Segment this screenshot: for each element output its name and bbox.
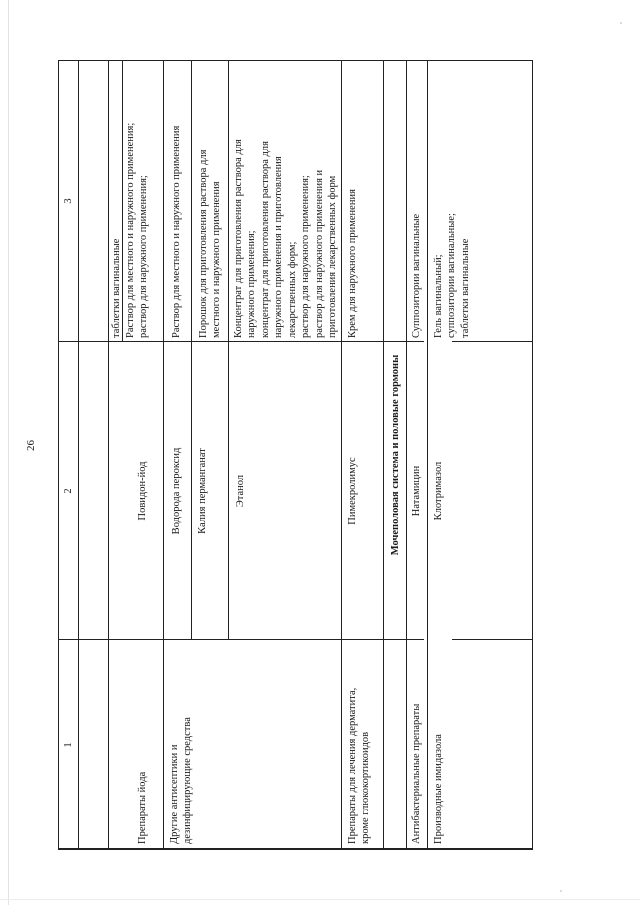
dosage-forms: Гель вагинальный; суппозитории вагинальные; таблетки вагинальные <box>433 213 471 338</box>
header-row-line <box>78 60 79 850</box>
dosage-forms: Раствор для местного и наружного применения; раствор для наружного применения; <box>125 122 150 338</box>
row-line <box>383 60 384 850</box>
column-divider <box>452 341 533 342</box>
table-border <box>58 848 533 849</box>
dosage-form: Суппозитории вагинальные <box>411 213 422 338</box>
drug-name: Натамицин <box>411 465 422 517</box>
table-border <box>58 60 59 850</box>
group-label: Препараты для лечения дерматита, кроме глюкокортикоидов <box>347 687 372 844</box>
drug-name: Клотримазол <box>433 461 444 521</box>
header-gap-line <box>108 60 109 850</box>
dosage-form: Раствор для местного и наружного применения <box>171 125 182 338</box>
scan-speck <box>560 890 562 892</box>
drug-name: Повидон-йод <box>137 461 148 521</box>
row-line <box>191 60 192 640</box>
drug-name: Этанол <box>235 474 246 508</box>
column-divider <box>452 639 533 640</box>
row-line <box>163 60 164 850</box>
row-line <box>341 60 342 850</box>
row-line <box>228 60 229 640</box>
group-label: Другие антисептики и дезинфицирующие средства <box>169 717 194 844</box>
table-border <box>58 60 533 61</box>
row-line <box>406 60 407 850</box>
rotated-table <box>58 60 533 850</box>
dosage-forms: Концентрат для приготовления раствора для наружного применения; концентрат для приготовления раствора для наружного применения и приготовления лекарственных форм; раствор для наружного применения; раствор для наружного применения и приготовления лекарственных форм <box>233 139 339 338</box>
row-line <box>427 60 428 850</box>
drug-name: Водорода пероксид <box>171 447 182 535</box>
column-number-2: 2 <box>63 488 74 494</box>
scan-edge <box>8 0 9 905</box>
table-border <box>58 849 533 850</box>
dosage-form: таблетки вагинальные <box>111 238 122 338</box>
group-label: Препараты йода <box>137 771 148 844</box>
section-heading: Мочеполовая система и половые гормоны <box>390 354 401 556</box>
column-number-3: 3 <box>63 198 74 204</box>
dosage-form: Крем для наружного применения <box>347 189 358 338</box>
scan-speck <box>620 22 622 24</box>
drug-name: Пимекролимус <box>347 457 358 525</box>
group-label: Производные имидазола <box>433 734 444 844</box>
table-border <box>532 60 533 850</box>
drug-name: Калия перманганат <box>197 448 208 534</box>
page-number: 26 <box>25 440 37 451</box>
column-number-1: 1 <box>63 742 74 748</box>
scan-edge <box>0 899 640 900</box>
dosage-forms: Порошок для приготовления раствора для местного и наружного применения <box>198 149 223 338</box>
group-label: Антибактериальные препараты <box>411 703 422 844</box>
